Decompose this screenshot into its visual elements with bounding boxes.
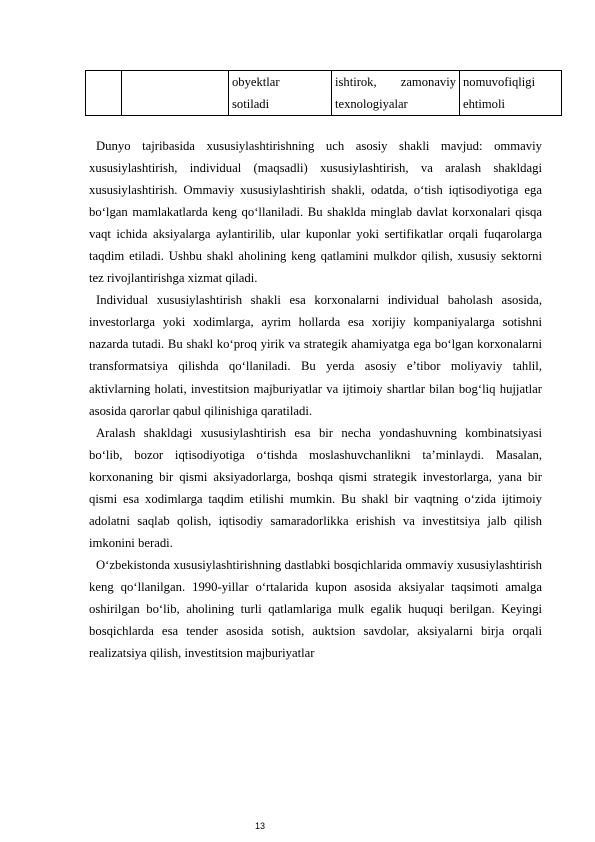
paragraph-individual-privatization: Individual xususiylashtirish shakli esa korxonalarni individual baholash asosida, investorlarga yoki xodimlarga, ayrim hollarda esa xorijiy kompaniyalarga sotishni nazarda tutadi. Bu shakl ko‘proq yirik va strategik ahamiyatga ega bo‘lgan korxonalarni transformatsiya qilishda qo‘llaniladi. Bu yerda asosiy e’tibor moliyaviy tahlil, aktivlarning holati, investitsion majburiyatlar va ijtimoiy shartlar bilan bog‘liq hujjatlar asosida qarorlar qabul qilinishiga qaratiladi. [89, 293, 542, 418]
paragraph-uzbekistan-privatization: O‘zbekistonda xususiylashtirishning dastlabki bosqichlarida ommaviy xususiylashtirish keng qo‘llanilgan. 1990-yillar o‘rtalarida kupon asosida aksiyalar taqsimoti amalga oshirilgan bo‘lib, aholining turli qatlamlariga mulk egalik huquqi berilgan. Keyingi bosqichlarda esa tender asosida sotish, auktsion savdolar, aksiyalarni birja orqali realizatsiya qilish, investitsion majburiyatlar [89, 557, 542, 661]
paragraph-mixed-privatization: Aralash shakldagi xususiylashtirish esa bir necha yondashuvning kombinatsiyasi bo‘lib, bozor iqtisodiyotiga o‘tishda moslashuvchanlikni ta’minlaydi. Masalan, korxonaning bir qismi aksiyadorlarga, boshqa qismi strategik investorlarga, yana bir qismi esa xodimlarga taqdim etilishi mumkin. Bu shakl bir vaqtning o‘zida ijtimoiy adolatni saqlab qolish, iqtisodiy samaradorlikka erishish va investitsiya jalb qilish imkonini beradi. [89, 425, 542, 550]
table-cell [229, 71, 332, 116]
table-continuation [85, 70, 562, 116]
paragraph-forms-of-privatization: Dunyo tajribasida xususiylashtirishning uch asosiy shakli mavjud: ommaviy xususiylashtirish, individual (maqsadli) xususiylashtirish, va aralash shakldagi xususiylashtirish. Ommaviy xususiylashtirish shakli, odatda, o‘tish iqtisodiyotiga ega bo‘lgan mamlakatlarda keng qo‘llaniladi. Bu shaklda minglab davlat korxonalari qisqa vaqt ichida aksiyalarga aylantirilib, ular kuponlar yoki sertifikatlar orqali fuqarolarga taqdim etiladi. Ushbu shakl aholining keng qatlamini mulkdor qilish, xususiy sektorni tez rivojlantirishga xizmat qiladi. [89, 139, 542, 286]
table-cell [332, 71, 460, 116]
table-row [86, 71, 562, 116]
table-cell-line: texnologiyalar [335, 97, 408, 111]
table-cell-line: sotiladi [232, 97, 270, 111]
table-cell-empty [122, 71, 229, 116]
table-cell-empty [86, 71, 122, 116]
table-cell [460, 71, 562, 116]
table-cell-line: nomuvofiqligi [463, 75, 536, 89]
table-cell-line: ishtirok, zamonaviy [335, 75, 456, 89]
table-cell-line: obyektlar [232, 75, 280, 89]
table-cell-line: ehtimoli [463, 97, 505, 111]
body-text [89, 135, 542, 664]
page-number: 13 [255, 821, 266, 831]
